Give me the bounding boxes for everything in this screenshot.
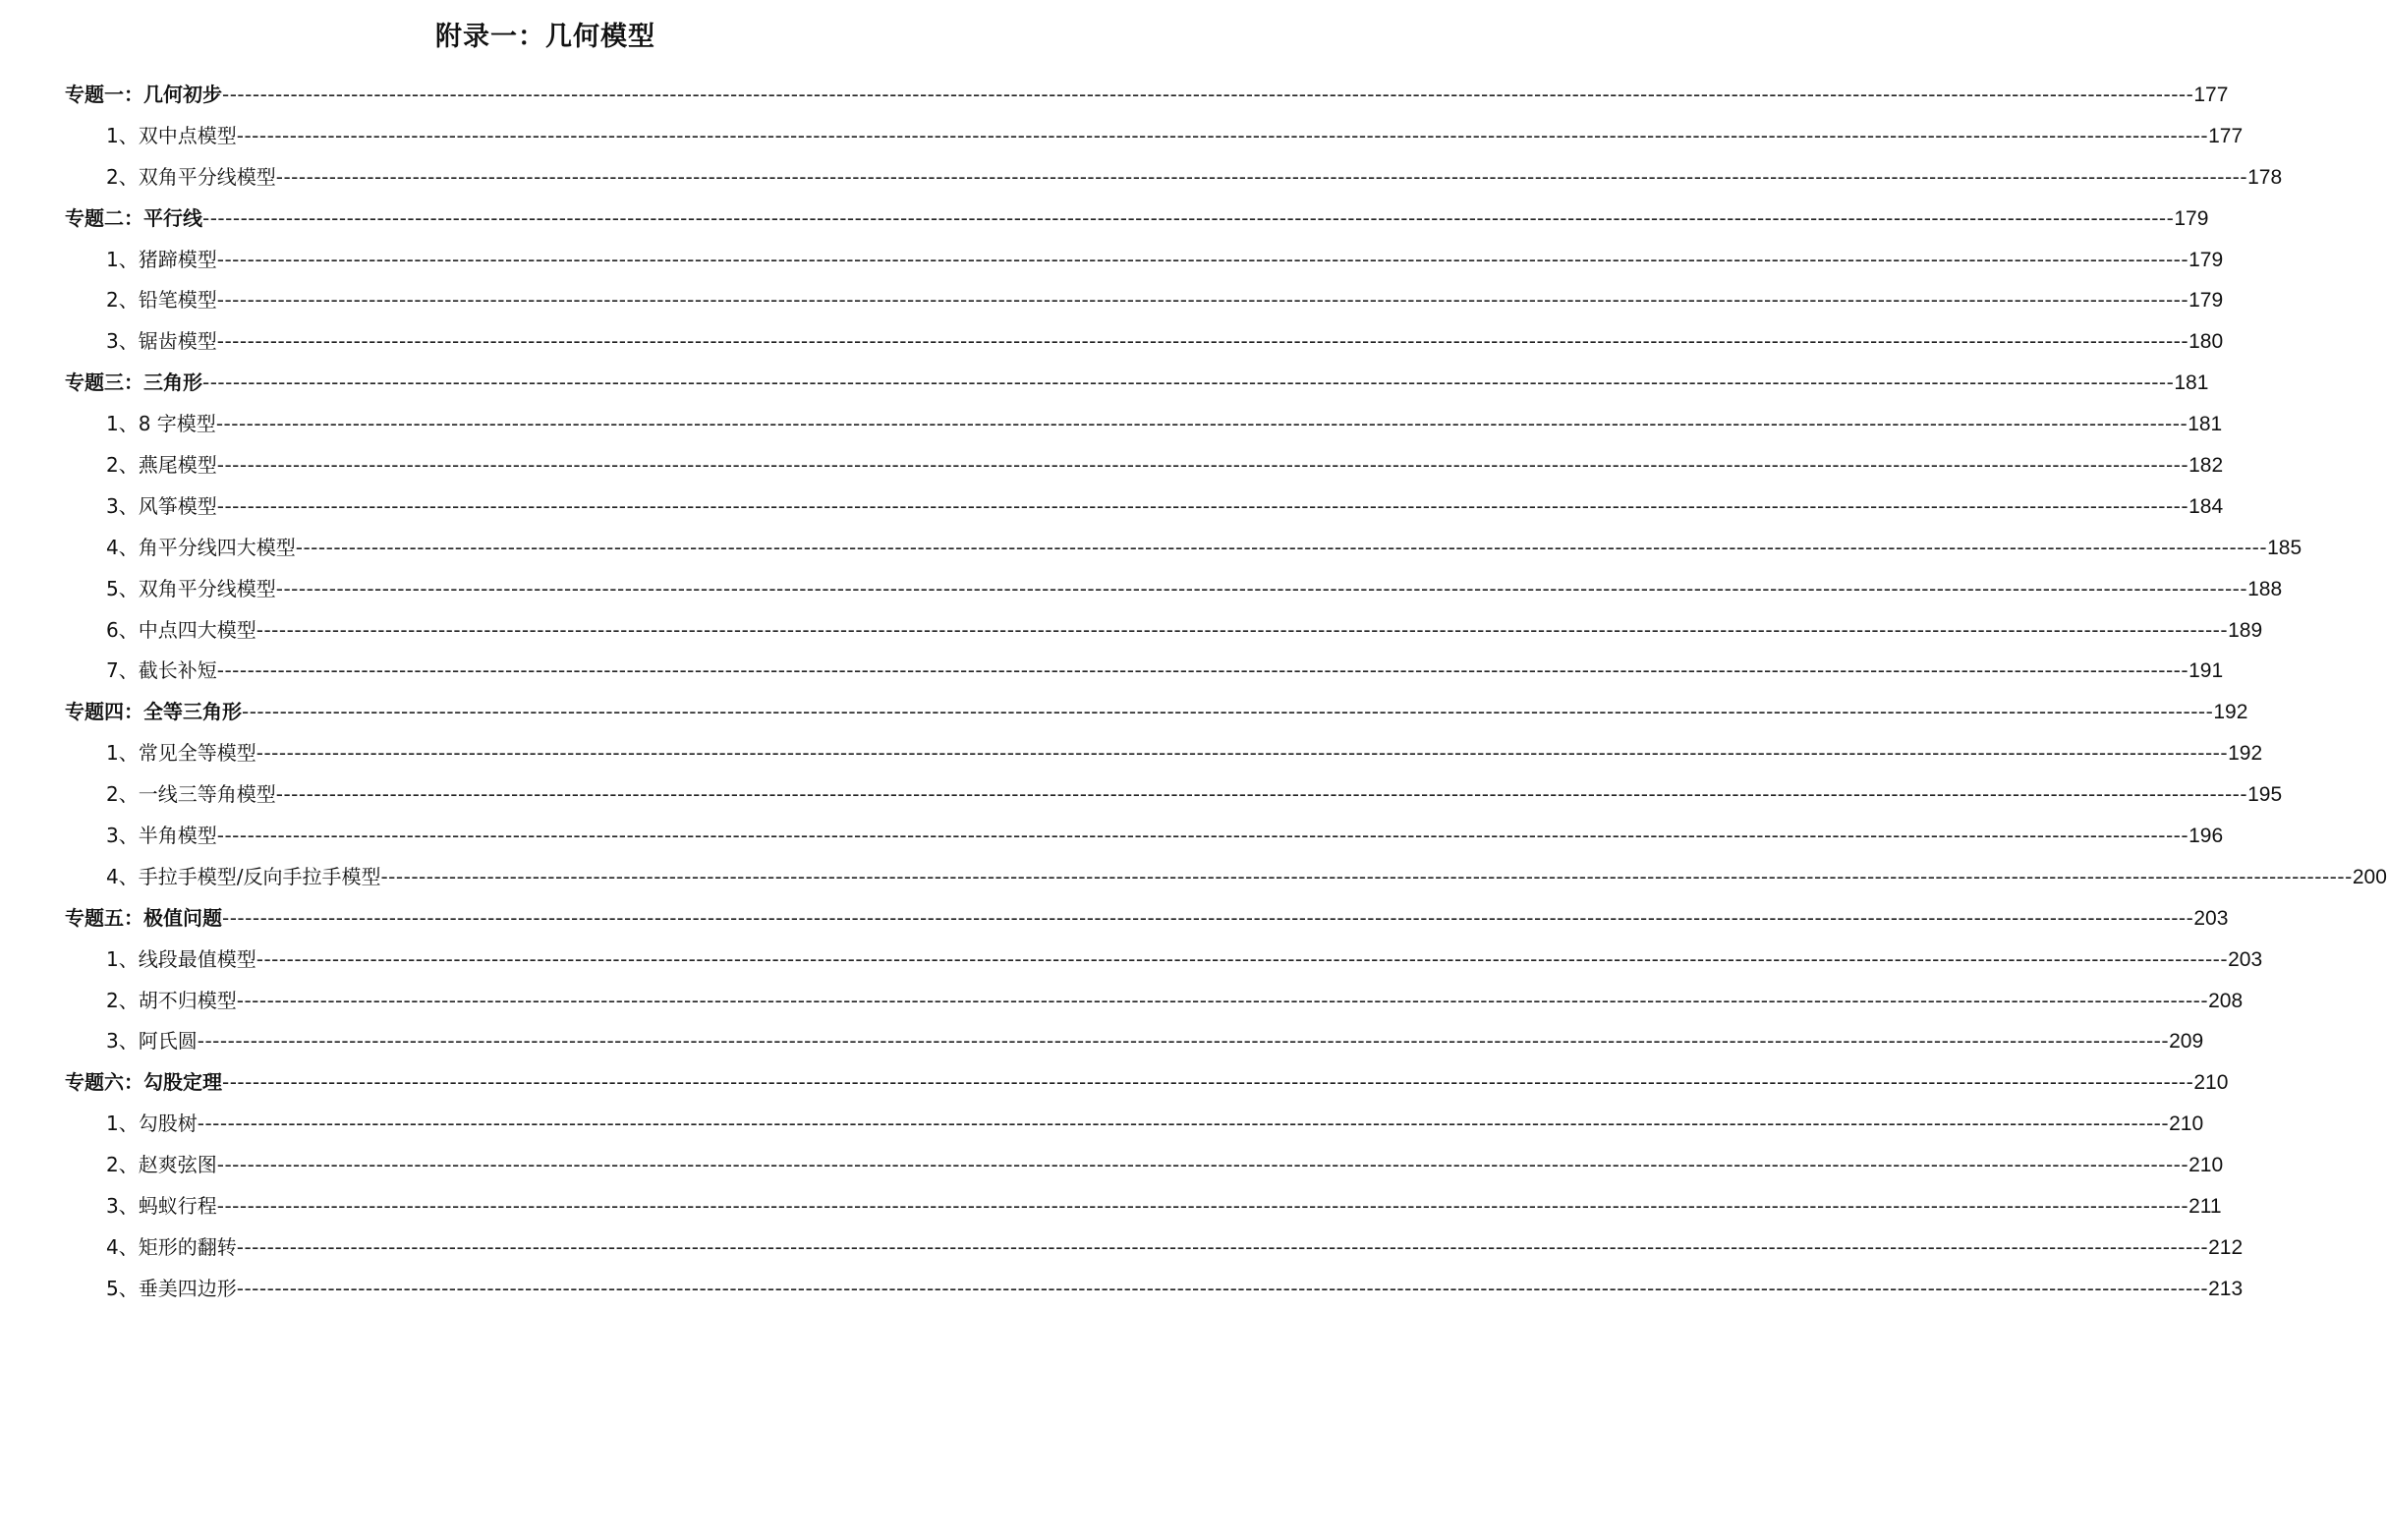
toc-sub-entry[interactable]: [65, 1104, 2204, 1145]
toc-entry-label: 7、截长补短: [106, 658, 217, 683]
dot-leader: --------------------------------------------------------------------------------------------------------------------------------------------------------------------------------------------------------------------------------------------------------------------: [256, 946, 2229, 971]
toc-page-number: 210: [2188, 1154, 2224, 1177]
dot-leader: --------------------------------------------------------------------------------------------------------------------------------------------------------------------------------------------------------------------------------------------------------------------: [216, 824, 2189, 848]
toc-entry-label: 3、风筝模型: [106, 493, 217, 518]
toc-page-number: 191: [2188, 659, 2224, 683]
toc-sub-entry[interactable]: [65, 1145, 2224, 1186]
toc-page-number: 179: [2188, 289, 2224, 313]
dot-leader: --------------------------------------------------------------------------------------------------------------------------------------------------------------------------------------------------------------------------------------------------------------------: [236, 1234, 2209, 1259]
dot-leader: --------------------------------------------------------------------------------------------------------------------------------------------------------------------------------------------------------------------------------------------------------------------: [242, 700, 2214, 724]
toc-sub-entry[interactable]: [65, 981, 2244, 1022]
toc-entry-label: 2、双角平分线模型: [106, 164, 276, 189]
toc-sub-entry[interactable]: [65, 528, 2302, 569]
toc-topic-entry[interactable]: [65, 898, 2229, 940]
toc-topic-entry[interactable]: [65, 1062, 2229, 1104]
dot-leader: --------------------------------------------------------------------------------------------------------------------------------------------------------------------------------------------------------------------------------------------------------------------: [216, 1194, 2189, 1219]
toc-page-number: 192: [2228, 742, 2263, 766]
toc-sub-entry[interactable]: [65, 651, 2224, 692]
toc-entry-label: 1、常见全等模型: [106, 741, 256, 766]
toc-sub-entry[interactable]: [65, 816, 2224, 857]
toc-page-number: 210: [2193, 1071, 2229, 1095]
toc-sub-entry[interactable]: [65, 116, 2244, 157]
dot-leader: --------------------------------------------------------------------------------------------------------------------------------------------------------------------------------------------------------------------------------------------------------------------: [275, 782, 2248, 807]
dot-leader: --------------------------------------------------------------------------------------------------------------------------------------------------------------------------------------------------------------------------------------------------------------------: [215, 412, 2188, 436]
toc-sub-entry[interactable]: [65, 280, 2224, 321]
toc-entry-label: 2、燕尾模型: [106, 453, 217, 478]
toc-sub-entry[interactable]: [65, 1269, 2244, 1310]
dot-leader: --------------------------------------------------------------------------------------------------------------------------------------------------------------------------------------------------------------------------------------------------------------------: [197, 1112, 2170, 1136]
dot-leader: --------------------------------------------------------------------------------------------------------------------------------------------------------------------------------------------------------------------------------------------------------------------: [202, 205, 2175, 230]
toc-page-number: 210: [2169, 1112, 2204, 1136]
toc-page-number: 181: [2174, 371, 2209, 395]
toc-entry-label: 专题五：极值问题: [65, 905, 222, 930]
table-of-contents: [65, 75, 2387, 1310]
dot-leader: --------------------------------------------------------------------------------------------------------------------------------------------------------------------------------------------------------------------------------------------------------------------: [236, 988, 2209, 1012]
toc-entry-label: 专题二：平行线: [65, 205, 202, 230]
toc-entry-label: 5、垂美四边形: [106, 1276, 237, 1300]
dot-leader: --------------------------------------------------------------------------------------------------------------------------------------------------------------------------------------------------------------------------------------------------------------------: [216, 658, 2189, 683]
toc-sub-entry[interactable]: [65, 1227, 2244, 1269]
toc-page-number: 212: [2208, 1235, 2244, 1259]
toc-page-number: 200: [2352, 865, 2387, 888]
toc-page-number: 185: [2267, 536, 2302, 559]
dot-leader: --------------------------------------------------------------------------------------------------------------------------------------------------------------------------------------------------------------------------------------------------------------------: [222, 1070, 2194, 1095]
toc-page-number: 189: [2228, 618, 2263, 642]
toc-page-number: 182: [2188, 454, 2224, 478]
toc-entry-label: 2、赵爽弦图: [106, 1153, 217, 1177]
toc-entry-label: 5、双角平分线模型: [106, 576, 276, 600]
toc-page-number: 192: [2213, 701, 2248, 724]
toc-entry-label: 4、矩形的翻转: [106, 1234, 237, 1259]
toc-page-number: 188: [2247, 577, 2283, 600]
dot-leader: --------------------------------------------------------------------------------------------------------------------------------------------------------------------------------------------------------------------------------------------------------------------: [222, 905, 2194, 930]
toc-entry-label: 3、锯齿模型: [106, 329, 217, 354]
toc-sub-entry[interactable]: [65, 445, 2224, 486]
toc-page-number: 179: [2174, 206, 2209, 230]
toc-page-number: 209: [2169, 1030, 2204, 1054]
toc-page-number: 179: [2188, 248, 2224, 271]
toc-sub-entry[interactable]: [65, 610, 2263, 652]
toc-page-number: 208: [2208, 989, 2244, 1012]
toc-sub-entry[interactable]: [65, 569, 2283, 610]
toc-entry-label: 1、8 字模型: [106, 412, 216, 436]
dot-leader: --------------------------------------------------------------------------------------------------------------------------------------------------------------------------------------------------------------------------------------------------------------------: [236, 1276, 2209, 1300]
toc-page-number: 211: [2188, 1195, 2222, 1219]
toc-page-number: 180: [2188, 330, 2224, 354]
toc-page-number: 177: [2193, 84, 2229, 106]
toc-page-number: 181: [2188, 413, 2223, 436]
toc-entry-label: 专题三：三角形: [65, 371, 202, 395]
toc-page-number: 196: [2188, 825, 2224, 848]
toc-page-number: 177: [2208, 124, 2244, 147]
toc-sub-entry[interactable]: [65, 940, 2263, 981]
dot-leader: --------------------------------------------------------------------------------------------------------------------------------------------------------------------------------------------------------------------------------------------------------------------: [216, 288, 2189, 313]
toc-entry-label: 3、半角模型: [106, 824, 217, 848]
toc-page-number: 178: [2247, 165, 2283, 189]
toc-topic-entry[interactable]: [65, 75, 2229, 116]
dot-leader: --------------------------------------------------------------------------------------------------------------------------------------------------------------------------------------------------------------------------------------------------------------------: [236, 123, 2209, 147]
dot-leader: --------------------------------------------------------------------------------------------------------------------------------------------------------------------------------------------------------------------------------------------------------------------: [202, 371, 2175, 395]
toc-sub-entry[interactable]: [65, 1021, 2204, 1062]
dot-leader: --------------------------------------------------------------------------------------------------------------------------------------------------------------------------------------------------------------------------------------------------------------------: [216, 453, 2189, 478]
toc-topic-entry[interactable]: [65, 363, 2209, 404]
toc-page-number: 213: [2208, 1277, 2244, 1300]
toc-topic-entry[interactable]: [65, 692, 2248, 733]
toc-entry-label: 4、手拉手模型/反向手拉手模型: [106, 864, 381, 888]
dot-leader: --------------------------------------------------------------------------------------------------------------------------------------------------------------------------------------------------------------------------------------------------------------------: [216, 329, 2189, 354]
dot-leader: --------------------------------------------------------------------------------------------------------------------------------------------------------------------------------------------------------------------------------------------------------------------: [216, 1153, 2189, 1177]
toc-sub-entry[interactable]: [65, 857, 2387, 898]
toc-entry-label: 3、蚂蚁行程: [106, 1194, 217, 1219]
dot-leader: --------------------------------------------------------------------------------------------------------------------------------------------------------------------------------------------------------------------------------------------------------------------: [197, 1029, 2170, 1054]
toc-sub-entry[interactable]: [65, 404, 2223, 445]
dot-leader: --------------------------------------------------------------------------------------------------------------------------------------------------------------------------------------------------------------------------------------------------------------------: [216, 493, 2189, 518]
toc-entry-label: 专题六：勾股定理: [65, 1070, 222, 1095]
toc-entry-label: 专题四：全等三角形: [65, 700, 242, 724]
toc-sub-entry[interactable]: [65, 157, 2283, 199]
toc-entry-label: 1、双中点模型: [106, 123, 237, 147]
toc-sub-entry[interactable]: [65, 240, 2224, 281]
toc-page-number: 203: [2228, 947, 2263, 971]
toc-entry-label: 6、中点四大模型: [106, 617, 256, 642]
toc-entry-label: 1、线段最值模型: [106, 946, 256, 971]
dot-leader: --------------------------------------------------------------------------------------------------------------------------------------------------------------------------------------------------------------------------------------------------------------------: [380, 864, 2353, 888]
toc-entry-label: 2、胡不归模型: [106, 988, 237, 1012]
toc-entry-label: 1、猪蹄模型: [106, 247, 217, 271]
toc-sub-entry[interactable]: [65, 733, 2263, 774]
toc-entry-label: 2、一线三等角模型: [106, 782, 276, 807]
toc-sub-entry[interactable]: [65, 321, 2224, 363]
toc-entry-label: 3、阿氏圆: [106, 1029, 198, 1054]
dot-leader: --------------------------------------------------------------------------------------------------------------------------------------------------------------------------------------------------------------------------------------------------------------------: [256, 617, 2229, 642]
toc-entry-label: 4、角平分线四大模型: [106, 535, 296, 559]
toc-entry-label: 专题一：几何初步: [65, 83, 222, 106]
dot-leader: --------------------------------------------------------------------------------------------------------------------------------------------------------------------------------------------------------------------------------------------------------------------: [275, 164, 2248, 189]
toc-sub-entry[interactable]: [65, 1186, 2222, 1227]
dot-leader: --------------------------------------------------------------------------------------------------------------------------------------------------------------------------------------------------------------------------------------------------------------------: [216, 247, 2189, 271]
toc-page-number: 184: [2188, 494, 2224, 518]
toc-page-number: 195: [2247, 783, 2283, 807]
dot-leader: --------------------------------------------------------------------------------------------------------------------------------------------------------------------------------------------------------------------------------------------------------------------: [295, 535, 2268, 559]
toc-entry-label: 2、铅笔模型: [106, 288, 217, 313]
dot-leader: --------------------------------------------------------------------------------------------------------------------------------------------------------------------------------------------------------------------------------------------------------------------: [222, 83, 2194, 106]
toc-entry-label: 1、勾股树: [106, 1112, 198, 1136]
toc-sub-entry[interactable]: [65, 774, 2283, 816]
toc-topic-entry[interactable]: [65, 199, 2209, 240]
toc-sub-entry[interactable]: [65, 486, 2224, 528]
page-title: 附录一：几何模型: [435, 22, 655, 52]
dot-leader: --------------------------------------------------------------------------------------------------------------------------------------------------------------------------------------------------------------------------------------------------------------------: [275, 576, 2248, 600]
toc-page-number: 203: [2193, 906, 2229, 930]
dot-leader: --------------------------------------------------------------------------------------------------------------------------------------------------------------------------------------------------------------------------------------------------------------------: [256, 741, 2229, 766]
